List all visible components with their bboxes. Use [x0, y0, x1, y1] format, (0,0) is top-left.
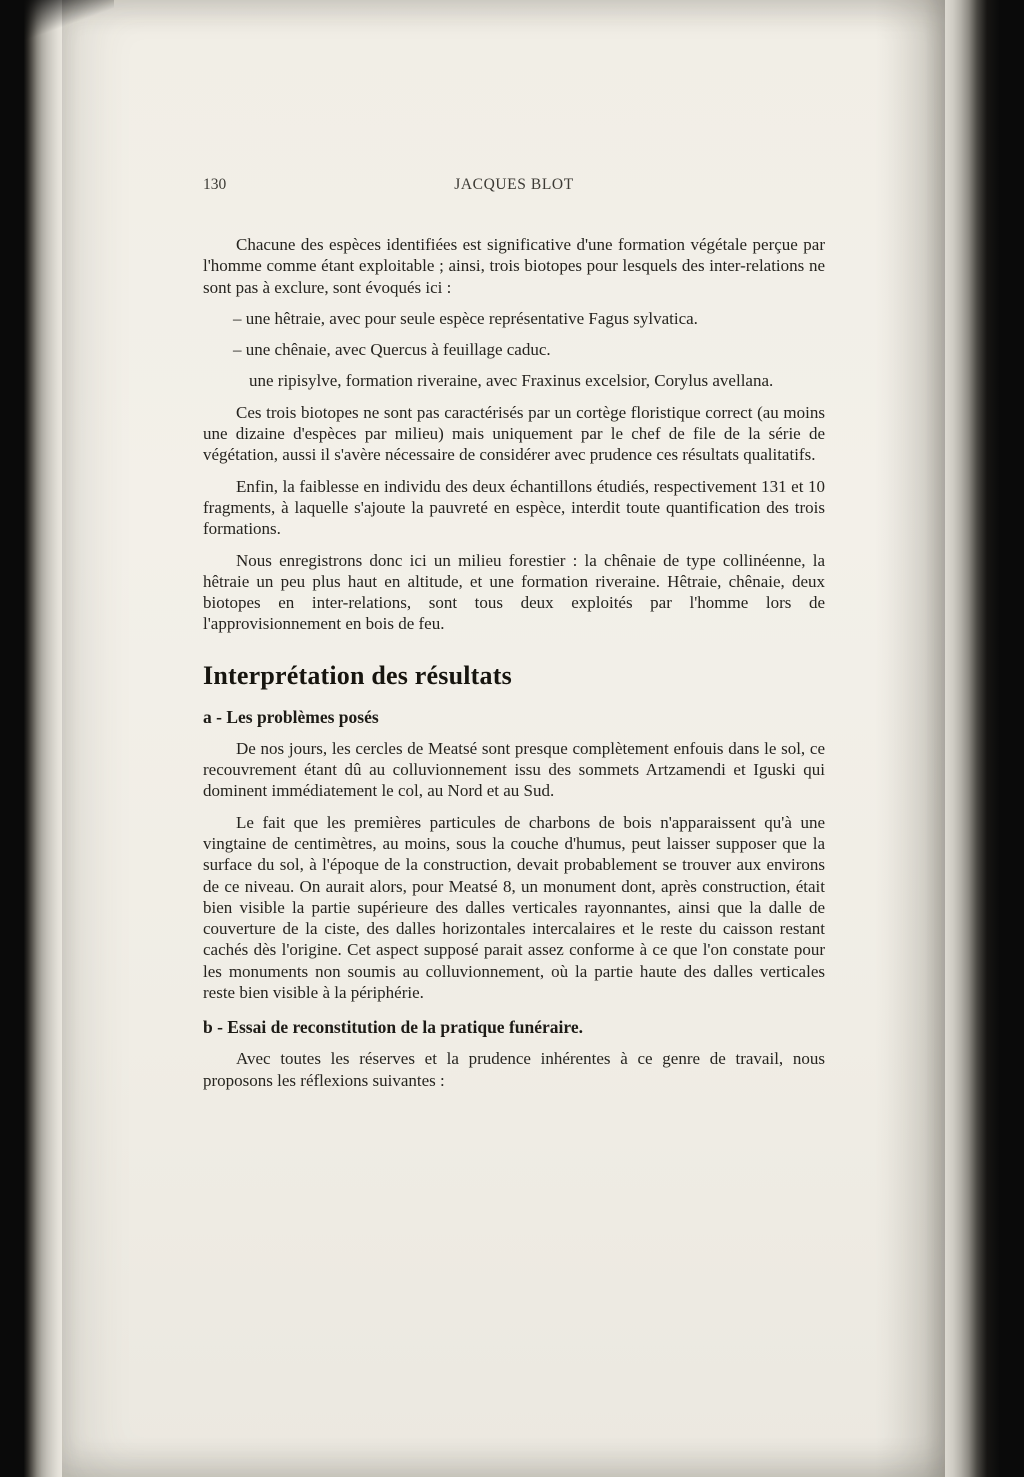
list-item-chenaie: – une chênaie, avec Quercus à feuillage caduc.	[233, 340, 551, 360]
book-page	[62, 0, 945, 1477]
paragraph-interpretation-2: Le fait que les premières particules de charbons de bois n'apparaissent qu'à une vingtaine de centimètres, au moins, sous la couche d'humus, peut laisser supposer que la surface du sol, à l'époque de la construction, devait probablement se trouver aux environs de ce niveau. On aurait alors, pour Meatsé 8, un monument dont, après construction, était bien visible la partie supérieure des dalles verticales rayonnantes, ainsi que la dalle de couverture de la ciste, des dalles horizontales intercalaires et le reste du caisson restant cachés dès l'origine. Cet aspect supposé parait assez conforme à ce que l'on constate pour les monuments non soumis au colluvionnement, où la partie haute des dalles verticales reste bien visible à la périphérie.	[203, 812, 825, 1003]
page-number: 130	[203, 176, 227, 193]
list-item-ripisylve: une ripisylve, formation riveraine, avec Fraxinus excelsior, Corylus avellana.	[249, 371, 774, 391]
paragraph-intro-3: Enfin, la faiblesse en individu des deux échantillons étudiés, respectivement 131 et 10 fragments, à laquelle s'ajoute la pauvreté en espèce, interdit toute quantification des trois formations.	[203, 476, 825, 539]
section-heading-interpretation: Interprétation des résultats	[203, 660, 512, 690]
running-header: JACQUES BLOT	[454, 176, 574, 193]
page-stack-right-edge	[945, 0, 1024, 1477]
subsection-heading-a: a - Les problèmes posés	[203, 706, 379, 727]
paragraph-interpretation-3: Avec toutes les réserves et la prudence inhérentes à ce genre de travail, nous proposons les réflexions suivantes :	[203, 1049, 825, 1090]
page-header	[203, 176, 825, 198]
page-body	[203, 234, 825, 1101]
paragraph-interpretation-1: De nos jours, les cercles de Meatsé sont presque complètement enfouis dans le sol, ce recouvrement étant dû au colluvionnement issu des sommets Artzamendi et Iguski qui dominent immédiatement le col, au Nord et au Sud.	[203, 738, 825, 801]
list-item-hetraie: – une hêtraie, avec pour seule espèce représentative Fagus sylvatica.	[233, 308, 698, 328]
subsection-heading-b: b - Essai de reconstitution de la pratique funéraire.	[203, 1017, 583, 1038]
page-stack-left-edge	[24, 0, 64, 1477]
paragraph-intro-4: Nous enregistrons donc ici un milieu forestier : la chênaie de type collinéenne, la hêtraie un peu plus haut en altitude, et une formation riveraine. Hêtraie, chênaie, deux biotopes en inter-relations, sont tous deux exploités par l'homme lors de l'approvisionnement en bois de feu.	[203, 550, 825, 634]
paragraph-intro-1: Chacune des espèces identifiées est significative d'une formation végétale perçue par l'homme comme étant exploitable ; ainsi, trois biotopes pour lesquels des inter-relations ne sont pas à exclure, sont évoqués ici :	[203, 235, 825, 297]
paragraph-intro-2: Ces trois biotopes ne sont pas caractérisés par un cortège floristique correct (au moins une dizaine d'espèces par milieu) mais uniquement par le chef de file de la série de végétation, aussi il s'avère nécessaire de considérer avec prudence ces résultats qualitatifs.	[203, 402, 825, 465]
